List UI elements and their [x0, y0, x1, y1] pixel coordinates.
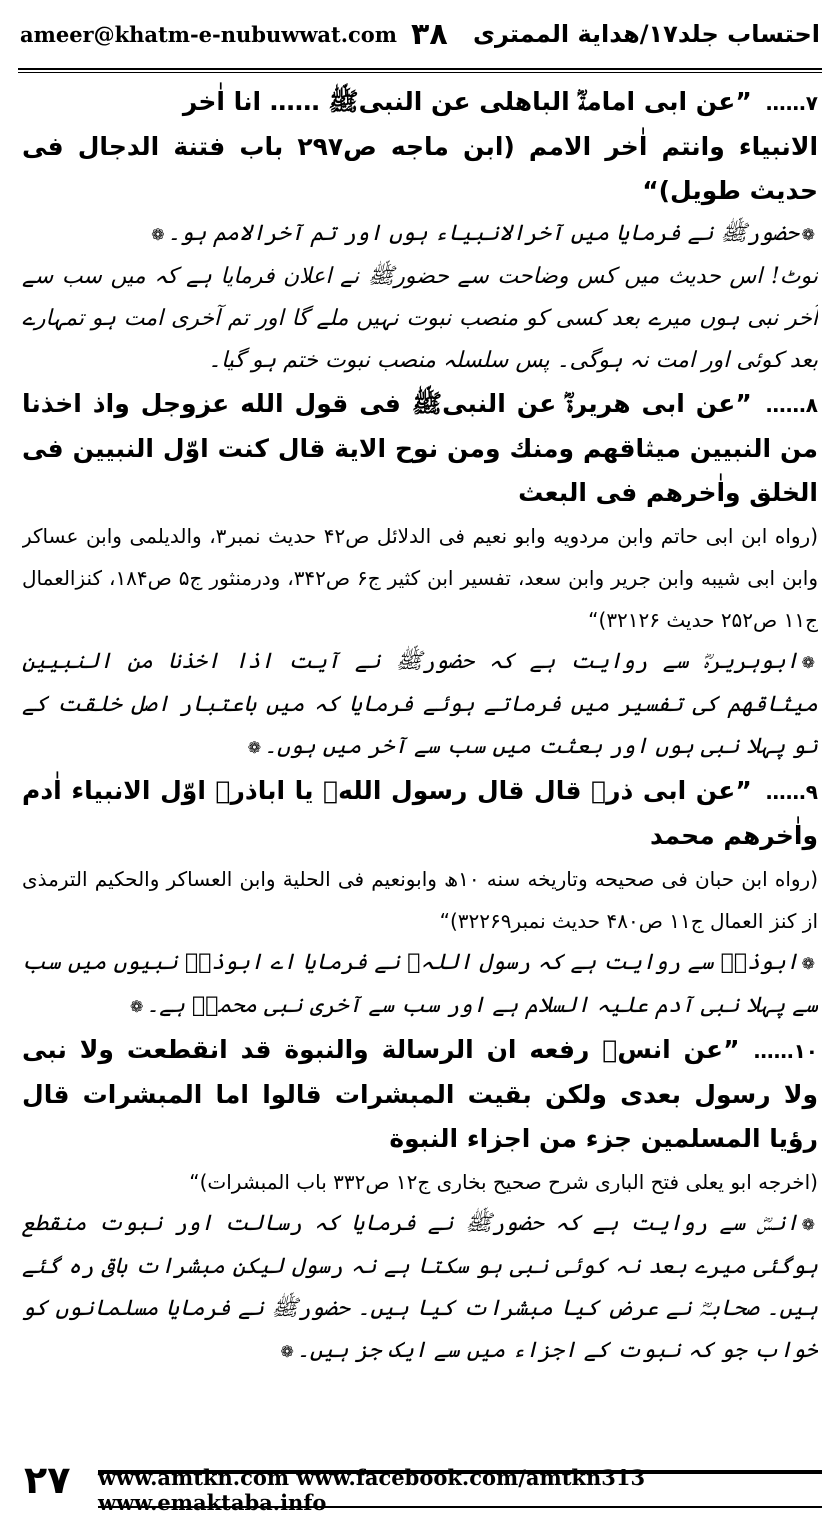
paragraph-text: ”عن انسؓ رفعه ان الرسالة والنبوة قد انقطعت ولا نبی ولا رسول بعدی ولکن بقیت المبشرات قالوا اما المبشرات قال رؤیا المسلمین جزء من اجزاء النبوة [22, 1035, 818, 1153]
page-header [20, 6, 820, 62]
hadith-number: ۱۰…… [753, 1039, 818, 1063]
paragraph-10 [22, 942, 818, 1028]
footer-links: www.amtkn.com www.facebook.com/amtkn313 www.emaktaba.info [98, 1465, 646, 1515]
paragraph-text: ابوذرؓ سے روایت ہے کہ رسول اللہﷺ نے فرمایا اے ابوذرؓ نبیوں میں سب سے پہلا نبی آدم علیہ السلام ہے اور سب سے آخری نبی محمدؐ ہے۔ [22, 950, 818, 1018]
paragraph-text: ”عن ابی امامةؓ الباھلی عن النبیﷺ …… انا اٰخر [182, 87, 752, 116]
paragraph-13 [22, 1203, 818, 1373]
paragraph-1 [22, 80, 818, 125]
ornament-close-icon: ❁ [129, 997, 144, 1016]
footer-bar [98, 1465, 822, 1515]
header-rule-thin [18, 72, 822, 73]
paragraph-text: ”عن ابی ھریرةؓ عن النبیﷺ فی قول الله عزوجل واذ اخذنا من النبیین میثاقھم ومنك ومن نوح الایة قال کنت اوّل النبیین فی الخلق واٰخرھم فی البعث [22, 389, 818, 507]
paragraph-text: حضورﷺ نے فرمایا میں آخرالانبیاء ہوں اور تم آخرالامم ہو۔ [167, 221, 799, 246]
hadith-number: ۷…… [765, 91, 818, 115]
paragraph-text: انسؓ سے روایت ہے کہ حضورﷺ نے فرمایا کہ رسالت اور نبوت منقطع ہوگئی میرے بعد نہ کوئی نبی ہو سکتا ہے نہ رسول لیکن مبشرات باقی رہ گئے ہیں۔ صحابہؓ نے عرض کیا مبشرات کیا ہیں۔ حضورﷺ نے فرمایا مسلمانوں کو خواب جو کہ نبوت کے اجزاء میں سے ایک جز ہیں۔ [22, 1211, 818, 1363]
ornament-close-icon: ❁ [151, 225, 165, 244]
paragraph-5 [22, 382, 818, 515]
paragraph-text: الانبیاء وانتم اٰخر الامم (ابن ماجه ص۲۹۷ باب فتنة الدجال فی حدیث طویل)“ [22, 132, 818, 205]
ornament-open-icon: ❁ [801, 225, 815, 244]
header-title: احتساب جلد۱۷/ھدایة الممتری [472, 20, 820, 48]
paragraph-11 [22, 1028, 818, 1161]
paragraph-9 [22, 858, 818, 942]
paragraph-6 [22, 515, 818, 641]
paragraph-12 [22, 1161, 818, 1203]
ornament-close-icon: ❁ [247, 738, 262, 757]
page-body [22, 80, 818, 1444]
paragraph-text: (اخرجه ابو یعلی فتح الباری شرح صحیح بخاری ج۱۲ ص۳۳۲ باب المبشرات)“ [189, 1170, 818, 1194]
paragraph-text: ”عن ابی ذرؓ قال قال رسول اللهﷺ یا اباذرؓ اوّل الانبیاء اٰدم واٰخرھم محمد [22, 776, 818, 850]
paragraph-text: ابوہریرہؓ سے روایت ہے کہ حضورﷺ نے آیت اذا اخذنا من النبیین میثاقھم کی تفسیر میں فرماتے ہوئے فرمایا کہ میں باعتبار اصل خلقت کے تو پہلا نبی ہوں اور بعثت میں سب سے آخر میں ہوں۔ [22, 649, 818, 759]
header-email: ameer@khatm-e-nubuwwat.com [20, 21, 398, 47]
paragraph-text: نوٹ! اس حدیث میں کس وضاحت سے حضورﷺ نے اعلان فرمایا ہے کہ میں سب سے آخر نبی ہوں میرے بعد کسی کو منصب نبوت نہیں ملے گا اور تم آخری امت ہو تمہارے بعد کوئی اور امت نہ ہوگی۔ پس سلسلہ منصب نبوت ختم ہو گیا۔ [22, 264, 818, 373]
ornament-open-icon: ❁ [801, 1215, 815, 1234]
footer-page-label: ۲۷ [24, 1458, 71, 1502]
header-left [20, 17, 448, 52]
paragraph-2 [22, 125, 818, 213]
paragraph-7 [22, 641, 818, 769]
header-rule [18, 68, 822, 70]
paragraph-4 [22, 256, 818, 382]
ornament-open-icon: ❁ [801, 653, 815, 672]
paragraph-text: (رواه ابن ابی حاتم وابن مردویه وابو نعیم فی الدلائل ص۴۲ حدیث نمبر۳، والدیلمی وابن عساکر وابن ابی شیبه وابن جریر وابن سعد، تفسیر ابن کثیر ج۶ ص۳۴۲، ودرمنثور ج۵ ص۱۸۴، کنزالعمال ج۱۱ ص۲۵۲ حدیث ۳۲۱۲۶)“ [22, 524, 818, 632]
paragraph-text: (رواه ابن حبان فی صحیحه وتاریخه سنه ۱۰ھ وابونعیم فی الحلیة وابن العساکر والحکیم الترمذی از کنز العمال ج۱۱ ص۴۸۰ حدیث نمبر۳۲۲۶۹)“ [22, 867, 818, 933]
ornament-open-icon: ❁ [801, 954, 816, 973]
header-page-number: ۳۸ [411, 16, 448, 52]
paragraph-3 [22, 213, 818, 256]
paragraph-8 [22, 769, 818, 858]
ornament-close-icon: ❁ [280, 1342, 294, 1361]
hadith-number: ۹…… [765, 780, 818, 804]
hadith-number: ۸…… [765, 393, 818, 417]
page-footer [0, 1458, 840, 1515]
